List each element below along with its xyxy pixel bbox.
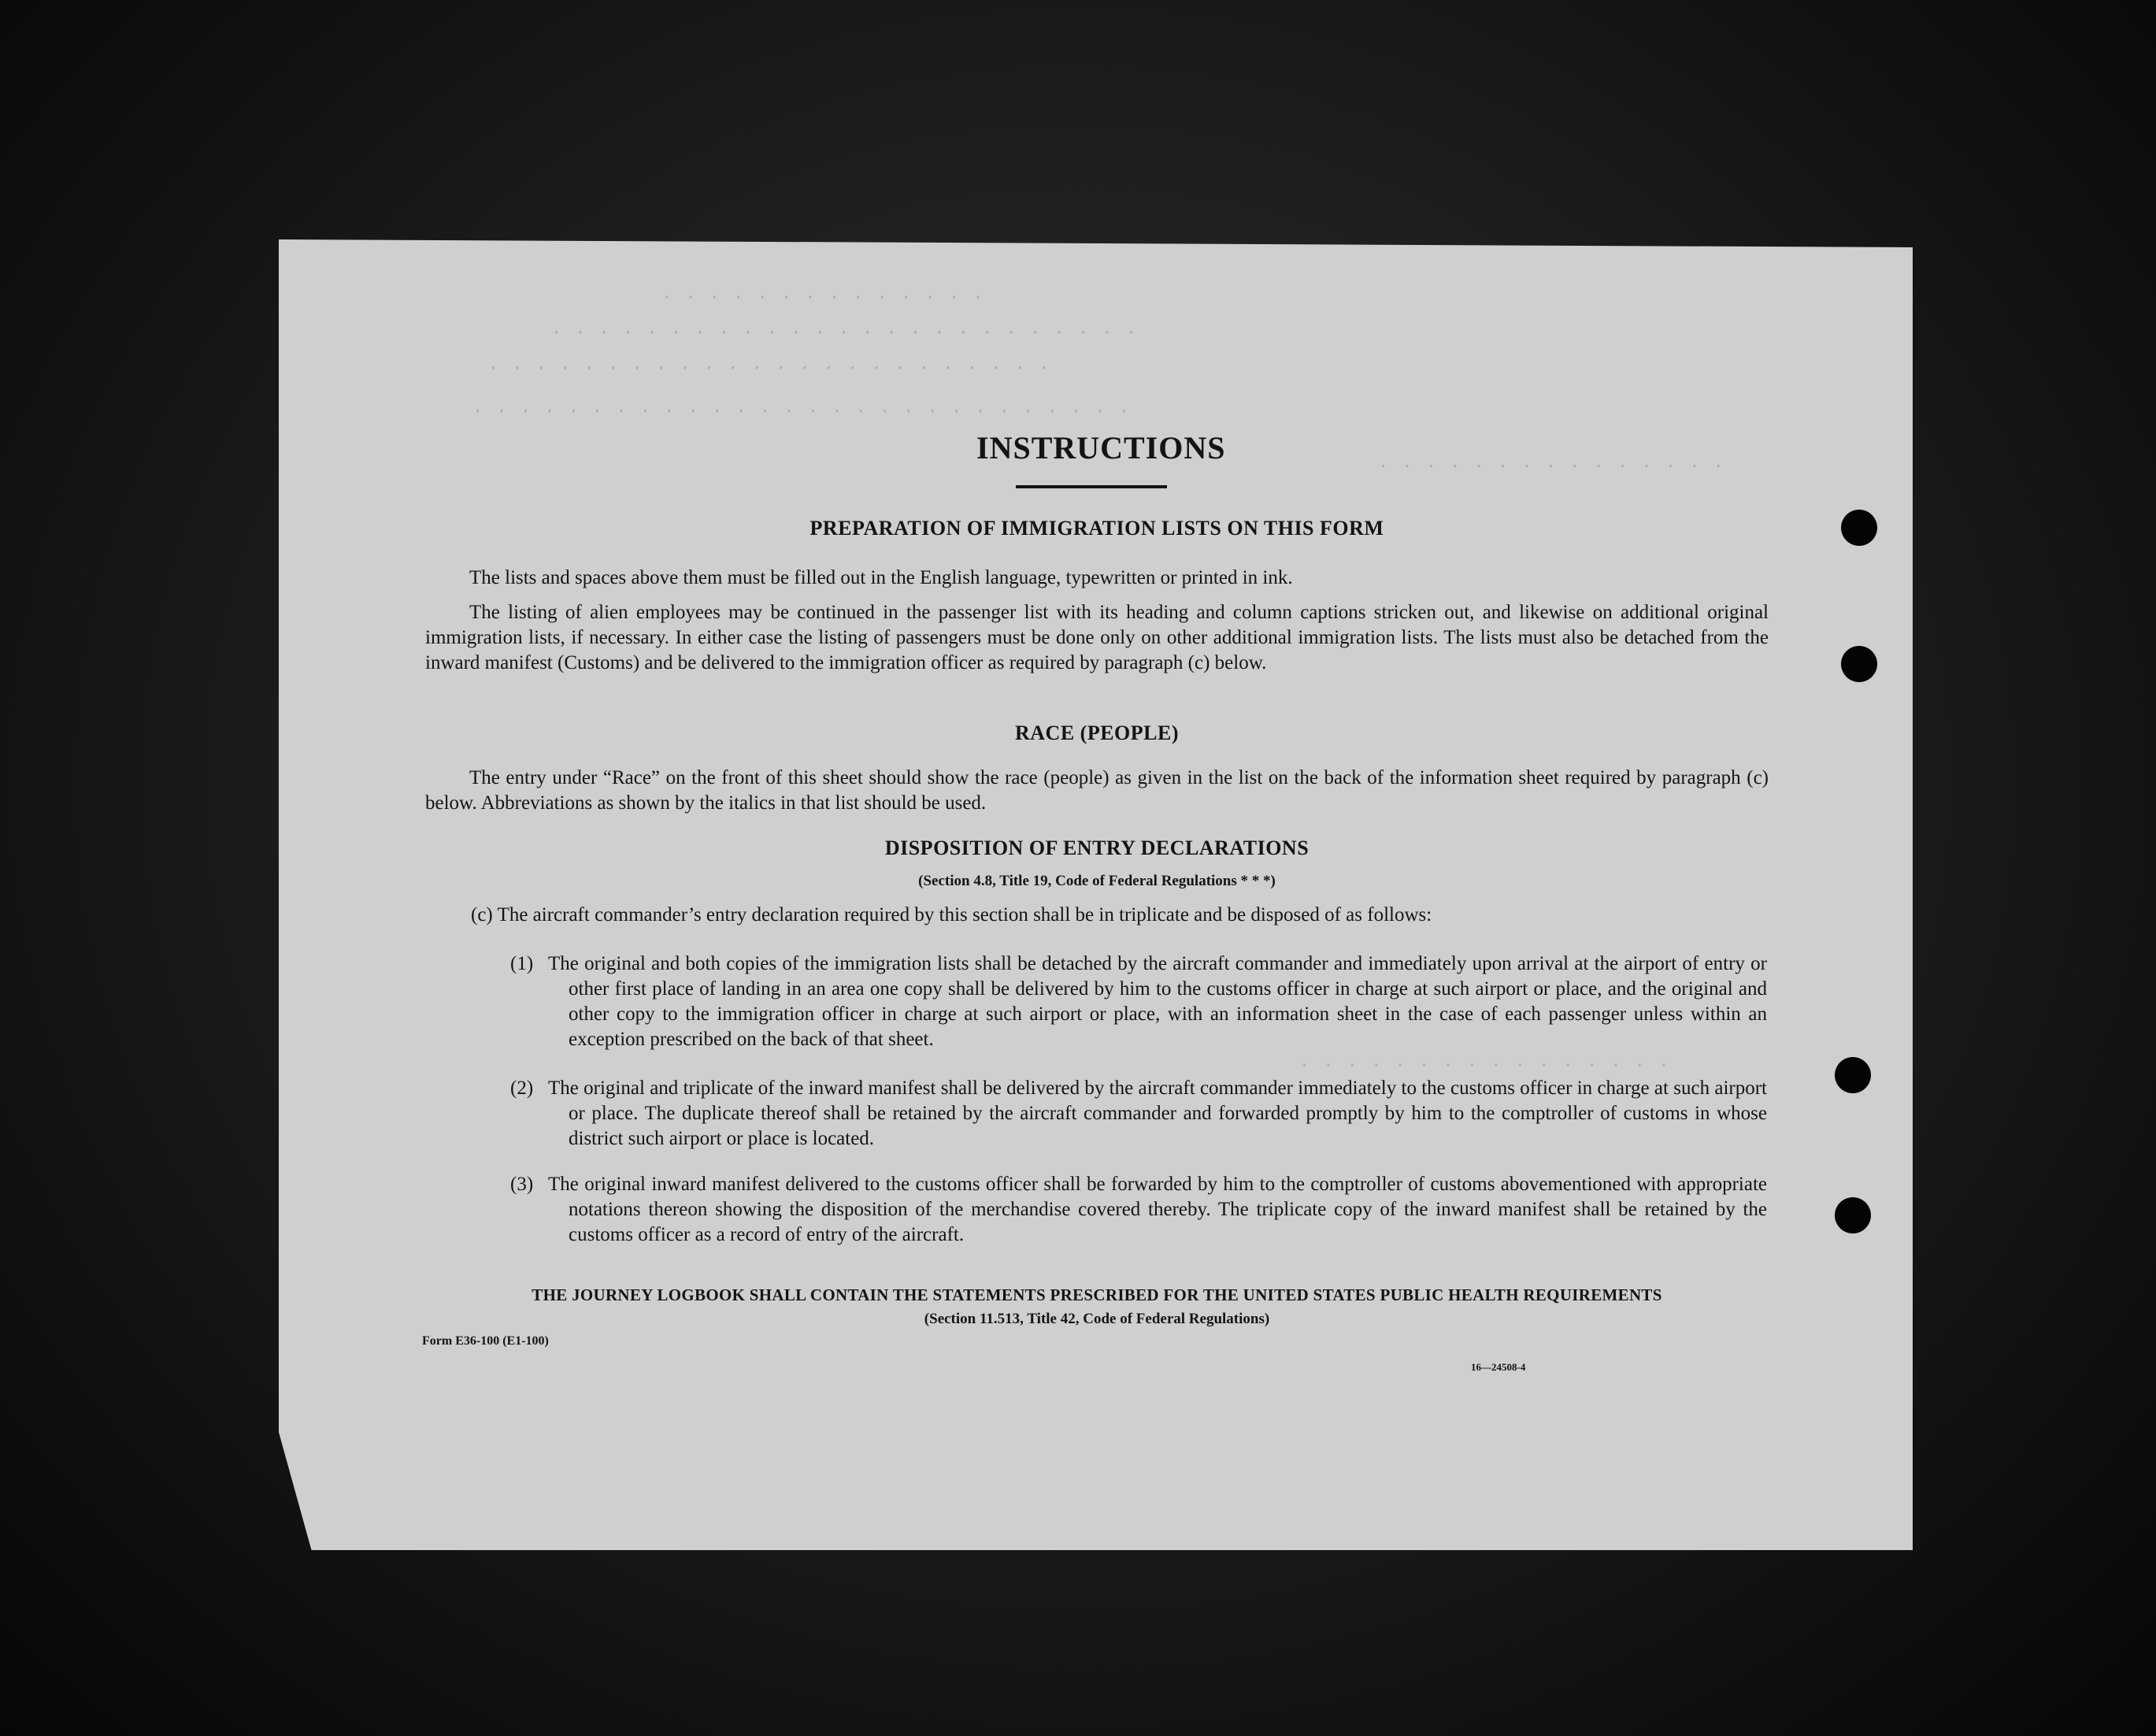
preparation-paragraph-1: The lists and spaces above them must be filled out in the English language, typewritten or printed in ink. [469,567,1293,588]
punch-hole-3 [1835,1057,1871,1093]
disposition-item-1-number: (1) [510,953,534,974]
disposition-intro: (c) The aircraft commander’s entry declaration required by this section shall be in triplicate and be disposed of as follows: [471,904,1432,925]
disposition-item-2-text: The original and triplicate of the inward manifest shall be delivered by the aircraft commander immediately to the customs officer in charge at such airport or place. The duplicate thereof shall be retained by the aircraft commander and forwarded promptly by him to the comptroller of customs in whose district such airport or place is located. [548,1078,1767,1149]
section-heading-preparation: PREPARATION OF IMMIGRATION LISTS ON THIS FORM [809,517,1384,540]
race-paragraph: The entry under “Race” on the front of this sheet should show the race (people) as given in the list on the back of the information sheet required by paragraph (c) below. Abbreviations as shown by the italics in that list should be used. [425,767,1769,814]
punch-hole-4 [1835,1197,1871,1233]
disposition-item-3-number: (3) [510,1174,534,1195]
section-heading-race: RACE (PEOPLE) [1015,721,1179,744]
disposition-item-1-text: The original and both copies of the immigration lists shall be detached by the aircraft commander and immediately upon arrival at the airport of entry or other first place of landing in an area one copy shall be delivered by him to the customs officer in charge at such airport or place, and the original and other copy to the immigration officer in charge at such airport or place, with an information sheet in the case of each passenger unless within an exception prescribed on the back of that sheet. [548,953,1767,1050]
title-underline [1016,485,1167,488]
disposition-citation: (Section 4.8, Title 19, Code of Federal Regulations * * *) [918,873,1276,889]
punch-hole-1 [1841,510,1877,546]
disposition-item-2-number: (2) [510,1078,534,1099]
disposition-item-3-text: The original inward manifest delivered to the customs officer shall be forwarded by him to the comptroller of customs abovementioned with appropriate notations thereon showing the disposition of the merchandise covered thereby. The triplicate copy of the inward manifest shall be retained by the customs officer as a record of entry of the aircraft. [548,1174,1767,1245]
page-title: INSTRUCTIONS [976,430,1226,466]
preparation-paragraph-2: The listing of alien employees may be continued in the passenger list with its heading and column captions stricken out, and likewise on additional original immigration lists, if necessary. In either case the listing of passengers must be done only on other additional immigration lists. The lists must also be detached from the inward manifest (Customs) and be delivered to the immigration officer as required by paragraph (c) below. [425,602,1769,673]
logbook-citation: (Section 11.513, Title 42, Code of Federal Regulations) [924,1311,1270,1327]
punch-hole-2 [1841,646,1877,682]
form-number: Form E36-100 (E1-100) [422,1334,549,1348]
print-code: 16—24508-4 [1471,1361,1526,1373]
logbook-statement: THE JOURNEY LOGBOOK SHALL CONTAIN THE STATEMENTS PRESCRIBED FOR THE UNITED STATES PUBLIC HEALTH REQUIREMENTS [532,1285,1662,1304]
section-heading-disposition: DISPOSITION OF ENTRY DECLARATIONS [884,836,1310,859]
